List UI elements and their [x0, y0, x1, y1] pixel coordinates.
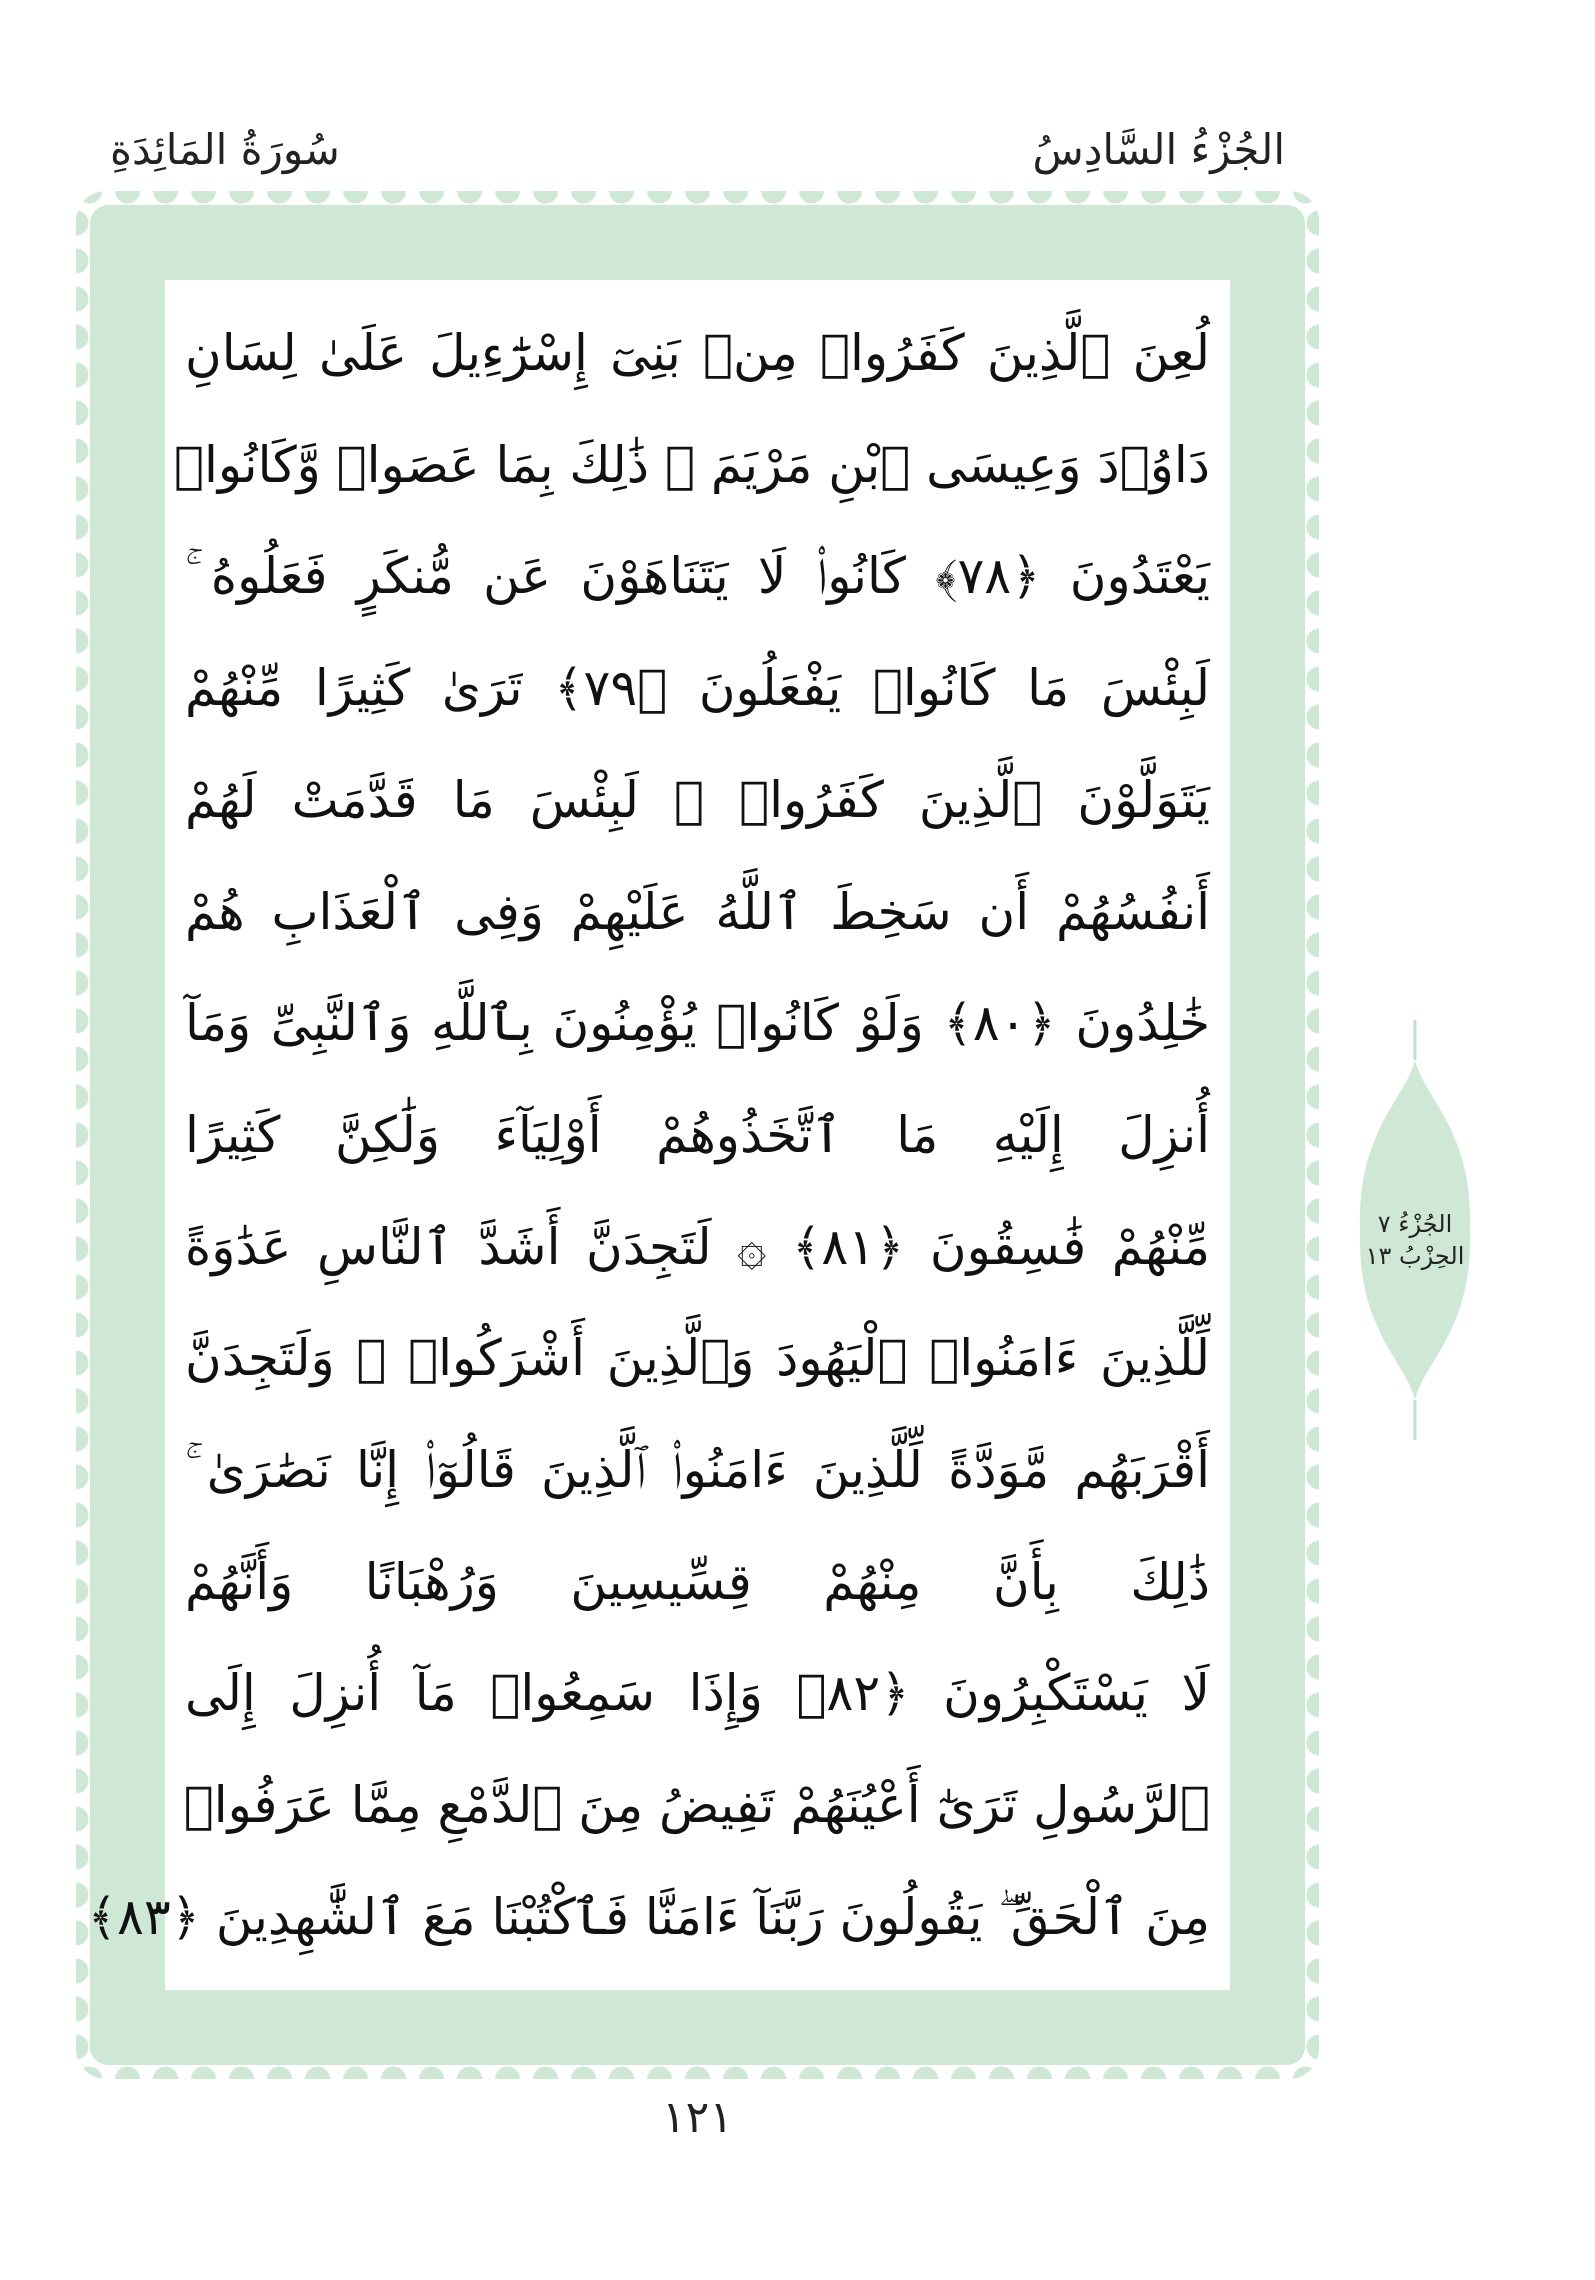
verse-line: لَا يَسْتَكْبِرُونَ ﴿٨٢﴾ وَإِذَا سَمِعُوا۟ مَآ أُنزِلَ إِلَى [185, 1664, 1210, 1723]
juz-title: الجُزْءُ السَّادِسُ [1032, 125, 1285, 174]
verse-line: ٱلرَّسُولِ تَرَىٰٓ أَعْيُنَهُمْ تَفِيضُ مِنَ ٱلدَّمْعِ مِمَّا عَرَفُوا۟ [183, 1776, 1210, 1835]
surah-title: سُورَةُ المَائِدَةِ [110, 125, 340, 174]
verse-line: أَنفُسُهُمْ أَن سَخِطَ ٱللَّهُ عَلَيْهِمْ وَفِى ٱلْعَذَابِ هُمْ [185, 882, 1210, 941]
text-area [87, 280, 1230, 1990]
page-number: ١٢١ [662, 2092, 733, 2143]
hizb-label: الحِزْبُ ١٣ [1365, 1242, 1465, 1270]
verse-line: ذَٰلِكَ بِأَنَّ مِنْهُمْ قِسِّيسِينَ وَرُهْبَانًا وَأَنَّهُمْ [185, 1552, 1210, 1611]
verse-line: لُعِنَ ٱلَّذِينَ كَفَرُوا۟ مِنۢ بَنِىٓ إِسْرَٰٓءِيلَ عَلَىٰ لِسَانِ [185, 324, 1210, 382]
verse-line: يَعْتَدُونَ ﴿٧٨﴾ كَانُوا۟ لَا يَتَنَاهَوْنَ عَن مُّنكَرٍ فَعَلُوهُ ۚ [185, 547, 1210, 606]
verse-line: مِنَ ٱلْحَقِّ ۖ يَقُولُونَ رَبَّنَآ ءَامَنَّا فَٱكْتُبْنَا مَعَ ٱلشَّٰهِدِينَ ﴿٨٣﴾ [87, 1887, 1210, 1946]
ornamental-frame [87, 205, 1305, 2065]
verse-line: مِّنْهُمْ فَٰسِقُونَ ﴿٨١﴾ ۞ لَتَجِدَنَّ أَشَدَّ ٱلنَّاسِ عَدَٰوَةً [185, 1217, 1210, 1276]
verse-line: يَتَوَلَّوْنَ ٱلَّذِينَ كَفَرُوا۟ ۚ لَبِئْسَ مَا قَدَّمَتْ لَهُمْ [185, 770, 1210, 829]
juz-label: الجُزْءُ ٧ [1377, 1210, 1453, 1238]
verse-line: لِّلَّذِينَ ءَامَنُوا۟ ٱلْيَهُودَ وَٱلَّذِينَ أَشْرَكُوا۟ ۖ وَلَتَجِدَنَّ [185, 1329, 1210, 1388]
verse-line: دَاوُۥدَ وَعِيسَى ٱبْنِ مَرْيَمَ ۚ ذَٰلِكَ بِمَا عَصَوا۟ وَّكَانُوا۟ [173, 435, 1210, 494]
verse-line: لَبِئْسَ مَا كَانُوا۟ يَفْعَلُونَ ﴿٧٩﴾ تَرَىٰ كَثِيرًا مِّنْهُمْ [185, 659, 1210, 718]
verse-line: خَٰلِدُونَ ﴿٨٠﴾ وَلَوْ كَانُوا۟ يُؤْمِنُونَ بِٱللَّهِ وَٱلنَّبِىِّ وَمَآ [185, 994, 1211, 1053]
verse-line: أَقْرَبَهُم مَّوَدَّةً لِّلَّذِينَ ءَامَنُوا۟ ٱلَّذِينَ قَالُوٓا۟ إِنَّا نَصَٰرَىٰ ۚ [185, 1441, 1210, 1500]
verse-lines [87, 300, 1211, 1970]
verse-line: أُنزِلَ إِلَيْهِ مَا ٱتَّخَذُوهُمْ أَوْلِيَآءَ وَلَٰكِنَّ كَثِيرًا [185, 1105, 1210, 1164]
juz-hizb-medallion [1355, 1020, 1475, 1440]
